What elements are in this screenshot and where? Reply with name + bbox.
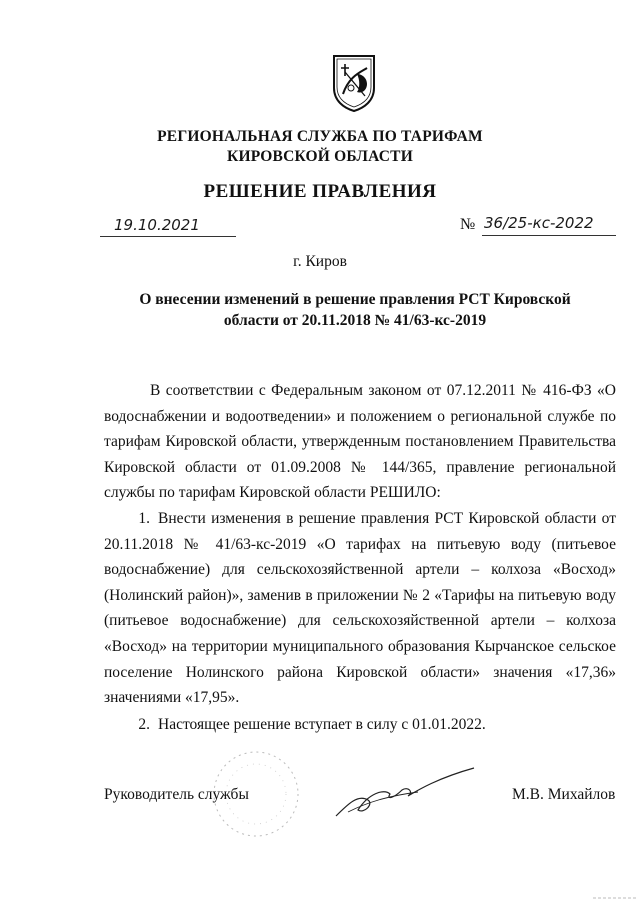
document-type: РЕШЕНИЕ ПРАВЛЕНИЯ bbox=[203, 181, 437, 202]
corner-mark bbox=[593, 894, 638, 900]
document-subject bbox=[120, 289, 590, 331]
item-2-text: Настоящее решение вступает в силу с 01.01.2022. bbox=[158, 716, 486, 733]
item-2-number: 2. bbox=[138, 716, 150, 733]
document-date: 19.10.2021 bbox=[100, 216, 236, 237]
subject-line-2: области от 20.11.2018 № 41/63-кс-2019 bbox=[223, 312, 487, 329]
kirov-coat-of-arms-icon bbox=[331, 54, 377, 112]
subject-line-1: О внесении изменений в решение правления РСТ Кировской bbox=[139, 291, 571, 308]
item-2 bbox=[104, 712, 616, 738]
organization-name bbox=[0, 127, 640, 167]
item-1-number: 1. bbox=[138, 510, 150, 527]
signatory-position: Руководитель службы bbox=[104, 786, 249, 803]
handwritten-signature bbox=[328, 764, 478, 824]
number-label: № bbox=[460, 216, 476, 233]
document-number: 36/25-кс-2022 bbox=[482, 214, 616, 236]
org-line-2: КИРОВСКОЙ ОБЛАСТИ bbox=[227, 148, 413, 165]
signatory-name: М.В. Михайлов bbox=[512, 786, 616, 803]
org-line-1: РЕГИОНАЛЬНАЯ СЛУЖБА ПО ТАРИФАМ bbox=[157, 128, 483, 145]
item-1 bbox=[104, 506, 616, 711]
preamble-paragraph: В соответствии с Федеральным законом от 07.12.2011 № 416-ФЗ «О водоснабжении и водоотведении» и положением о региональной службе по тарифам Кировской области, утвержденным постановлением Правительства Кировской области от 01.09.2008 № 144/365, правление региональной службы по тарифам Кировской области РЕШИЛО: bbox=[104, 382, 616, 502]
city: г. Киров bbox=[293, 253, 347, 270]
item-1-text: Внести изменения в решение правления РСТ Кировской области от 20.11.2018 № 41/63-кс-2019 «О тарифах на питьевую воду (питьевое водоснабжение) для сельскохозяйственной артели – колхоза «Восход» (Нолинский район)», заменив в приложении № 2 «Тарифы на питьевую воду (питьевое водоснабжение) для сельскохозяйственной артели – колхоза «Восход» на территории муниципального образования Кырчанское сельское поселение Нолинского района Кировской области» значения «17,36» значениями «17,95». bbox=[104, 510, 616, 707]
